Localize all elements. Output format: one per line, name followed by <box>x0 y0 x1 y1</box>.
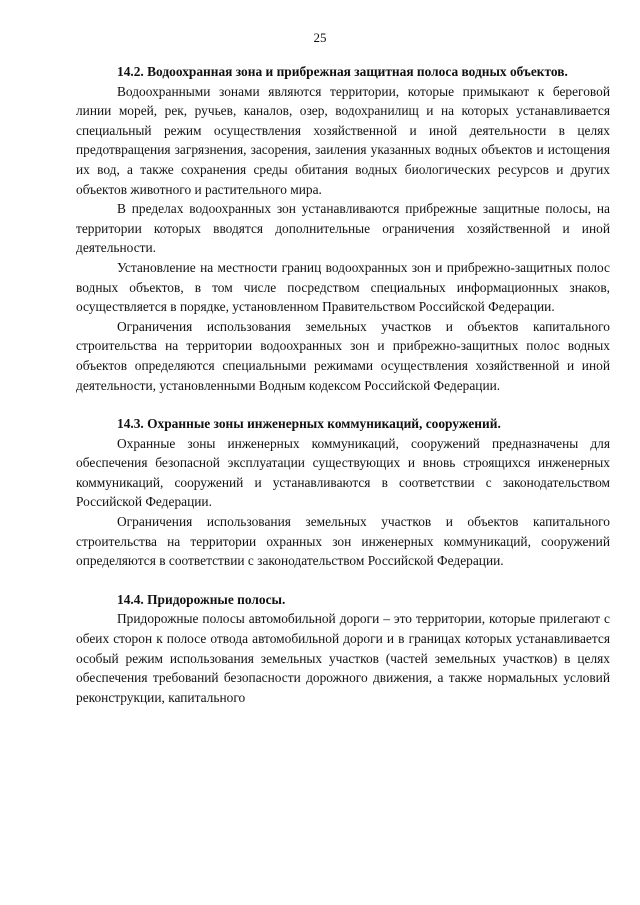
section-heading: 14.3. Охранные зоны инженерных коммуникаций, сооружений. <box>117 416 501 432</box>
section-14-4 <box>76 590 610 708</box>
paragraph: Водоохранными зонами являются территории, которые примыкают к береговой линии морей, рек, ручьев, каналов, озер, водохранилищ и на которых устанавливается специальный режим осуществления хозяйственной и иной деятельности в целях предотвращения загрязнения, засорения, заиления указанных водных объектов и истощения их вод, а также сохранения среды обитания водных биологических ресурсов и других объектов животного и растительного мира. <box>76 83 610 197</box>
paragraph: Ограничения использования земельных участков и объектов капитального строительства на территории водоохранных зон и прибрежно-защитных полос водных объектов определяются специальными режимами осуществления хозяйственной и иной деятельности, установленными Водным кодексом Российской Федерации. <box>76 318 610 393</box>
page-number: 25 <box>313 30 327 45</box>
paragraph: Ограничения использования земельных участков и объектов капитального строительства на территории охранных зон инженерных коммуникаций, сооружений определяются в соответствии с законодательством Российской Федерации. <box>76 514 610 569</box>
section-14-2 <box>76 62 610 395</box>
document-body <box>76 62 610 707</box>
paragraph: Установление на местности границ водоохранных зон и прибрежно-защитных полос водных объектов, в том числе посредством специальных информационных знаков, осуществляется в порядке, установленном Правительством Российской Федерации. <box>76 259 610 315</box>
section-heading: 14.4. Придорожные полосы. <box>117 591 286 607</box>
section-heading: 14.2. Водоохранная зона и прибрежная защитная полоса водных объектов. <box>117 64 568 79</box>
section-14-3 <box>76 414 610 571</box>
paragraph: Охранные зоны инженерных коммуникаций, сооружений предназначены для обеспечения безопасной эксплуатации существующих и вновь строящихся инженерных коммуникаций, сооружений и устанавливаются в соответствии с законодательством Российской Федерации. <box>76 435 610 510</box>
paragraph: Придорожные полосы автомобильной дороги – это территории, которые прилегают с обеих сторон к полосе отвода автомобильной дороги и в границах которых устанавливается особый режим использования земельных участков (частей земельных участков) в целях обеспечения требований безопасности дорожного движения, а также нормальных условий реконструкции, капитального <box>76 611 610 705</box>
paragraph: В пределах водоохранных зон устанавливаются прибрежные защитные полосы, на территории которых вводятся дополнительные ограничения хозяйственной и иной деятельности. <box>76 201 610 256</box>
